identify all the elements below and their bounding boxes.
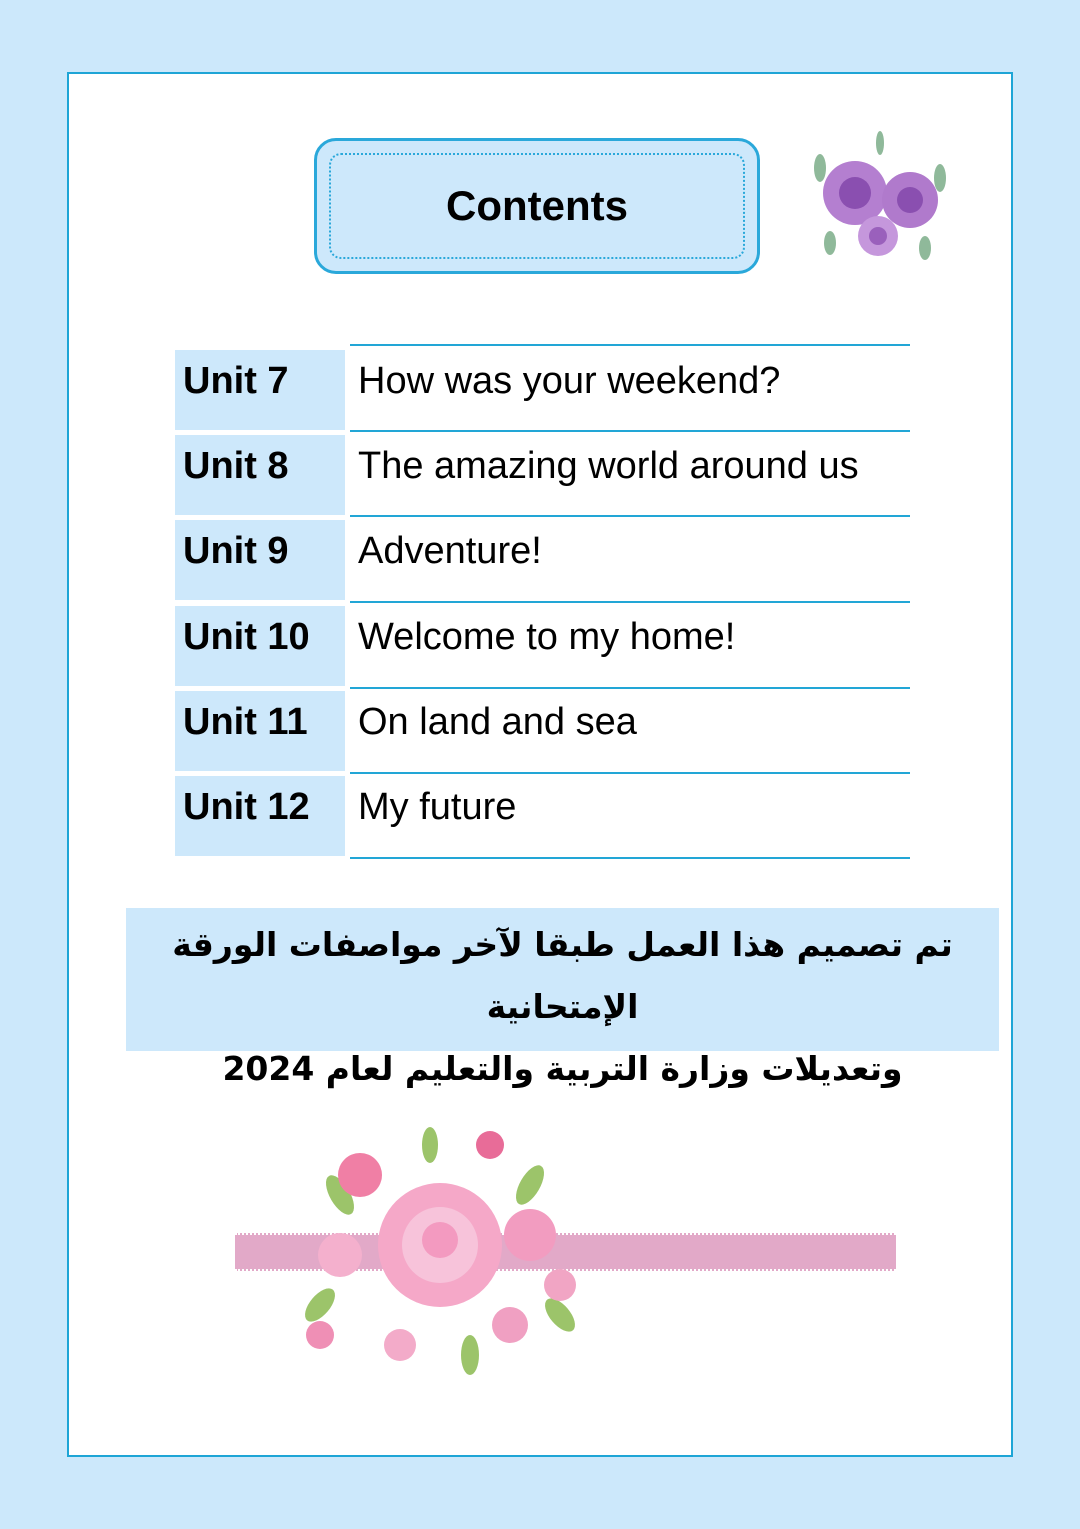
unit-topic: On land and sea xyxy=(358,701,637,743)
arabic-note xyxy=(126,908,999,1088)
page-title: Contents xyxy=(446,182,628,229)
note-line-1: تم تصميم هذا العمل طبقا لآخر مواصفات الورقة الإمتحانية xyxy=(172,925,953,1026)
unit-topic: The amazing world around us xyxy=(358,445,859,487)
divider xyxy=(350,687,910,689)
unit-label: Unit 8 xyxy=(175,435,345,515)
pink-flowers-decoration xyxy=(280,1115,620,1385)
divider xyxy=(350,772,910,774)
contents-row xyxy=(175,520,910,600)
contents-row xyxy=(175,435,910,515)
unit-label: Unit 9 xyxy=(175,520,345,600)
unit-topic: Welcome to my home! xyxy=(358,616,736,658)
title-inner-border xyxy=(329,153,745,259)
unit-label: Unit 11 xyxy=(175,691,345,771)
divider xyxy=(350,857,910,859)
contents-row xyxy=(175,606,910,686)
divider xyxy=(350,601,910,603)
purple-roses-decoration xyxy=(800,128,960,278)
contents-row xyxy=(175,691,910,771)
unit-topic: Adventure! xyxy=(358,530,542,572)
divider xyxy=(350,515,910,517)
unit-label: Unit 10 xyxy=(175,606,345,686)
contents-title-box xyxy=(314,138,760,274)
divider xyxy=(350,344,910,346)
unit-topic: My future xyxy=(358,786,517,828)
unit-label: Unit 7 xyxy=(175,350,345,430)
contents-row xyxy=(175,350,910,430)
unit-label: Unit 12 xyxy=(175,776,345,856)
note-line-2: وتعديلات وزارة التربية والتعليم لعام 2024 xyxy=(222,1049,903,1088)
unit-topic: How was your weekend? xyxy=(358,360,781,402)
divider xyxy=(350,430,910,432)
contents-row xyxy=(175,776,910,856)
